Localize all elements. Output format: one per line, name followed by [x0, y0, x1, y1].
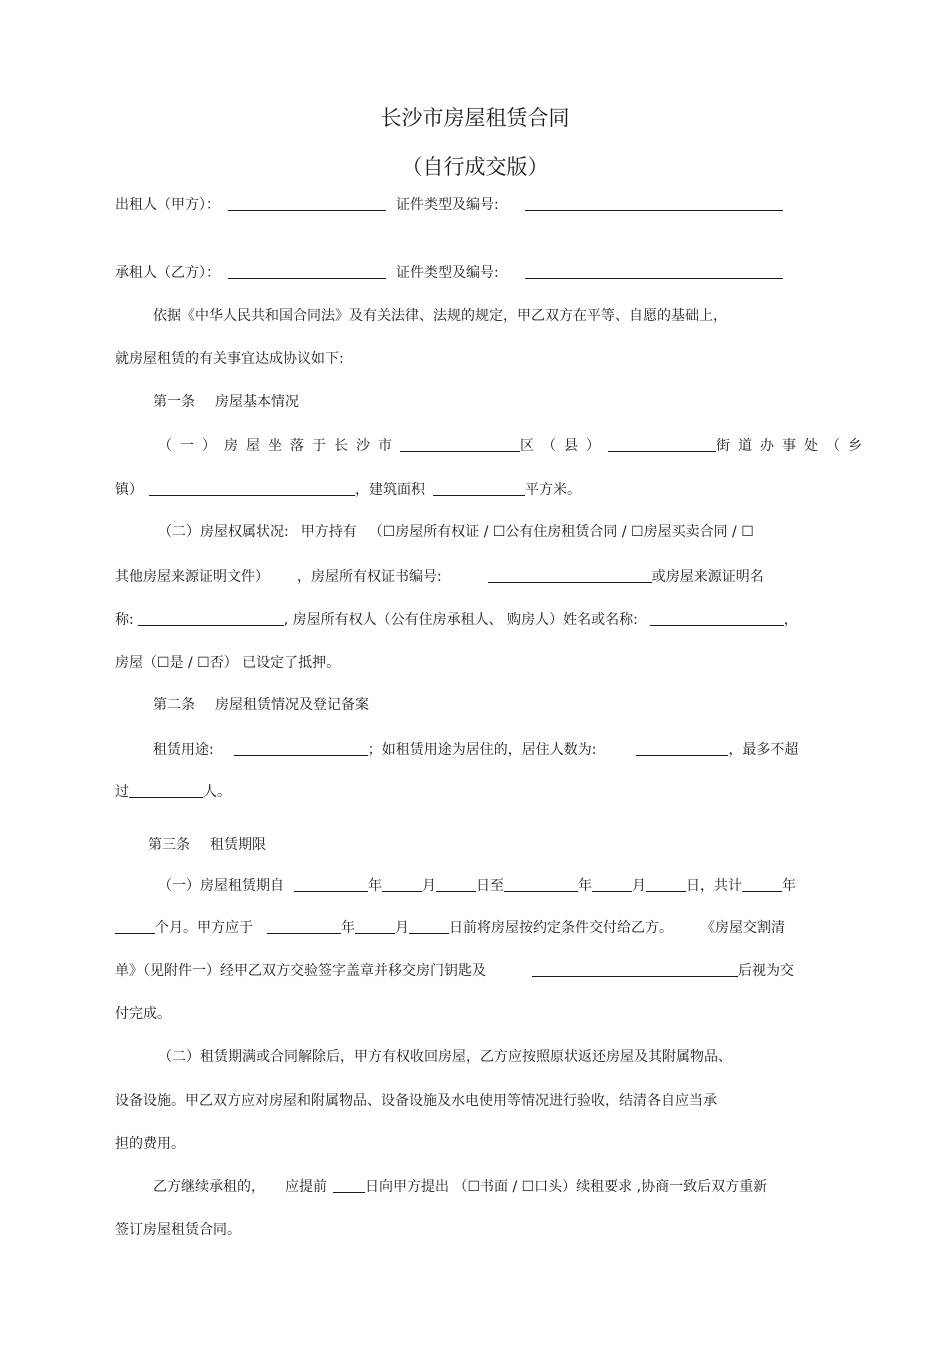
handover-desc: 单》（见附件一）经甲乙双方交验签字盖章并移交房门钥匙及 [115, 963, 486, 979]
end-year-field[interactable] [504, 876, 578, 892]
to-label: 日至 [476, 878, 504, 894]
year-label: 年 [578, 878, 592, 894]
total-months-field[interactable] [115, 918, 155, 934]
max-occupants-field[interactable] [129, 782, 203, 798]
mortgage-line[interactable]: 房屋（☐是 / ☐否） 已设定了抵押。 [115, 655, 341, 671]
lessor-id-label: 证件类型及编号: [396, 197, 499, 213]
street-field[interactable] [608, 436, 716, 452]
advance-days-field[interactable] [333, 1177, 365, 1193]
area-label: ，建筑面积 [355, 482, 425, 498]
certificate-number-label: ，房屋所有权证书编号: [297, 569, 442, 585]
article-3-p2-line-1: （二）租赁期满或合同解除后，甲方有权收回房屋，乙方应按照原状返还房屋及其附属物品、 [158, 1049, 732, 1065]
year-label: 年 [782, 878, 796, 894]
document-subtitle: （自行成交版） [401, 155, 549, 179]
deliver-day-field[interactable] [409, 918, 449, 934]
month-label: 月 [422, 878, 436, 894]
article-3-number: 第三条 [148, 837, 190, 853]
article-1-p2-line-3 [115, 610, 798, 630]
lessee-id-label: 证件类型及编号: [396, 265, 499, 281]
article-1-p2-line-2 [115, 567, 764, 587]
document-title: 长沙市房屋租赁合同 [380, 106, 570, 130]
owner-name-label: , 房屋所有权人（公有住房承租人、 购房人）姓名或名称: [283, 612, 638, 628]
article-2-number: 第二条 [153, 697, 195, 713]
certificate-number-field[interactable] [488, 567, 652, 583]
intro-line-1: 依据《中华人民共和国合同法》及有关法律、法规的规定，甲乙双方在平等、自愿的基础上， [153, 308, 727, 324]
occupants-label: ；如租赁用途为居住的，居住人数为: [367, 742, 597, 758]
owner-name-end: ， [783, 612, 798, 628]
total-label: 日，共计 [686, 878, 742, 894]
article-3-title: 租赁期限 [210, 837, 266, 853]
lessee-line [115, 263, 783, 283]
occupants-field[interactable] [636, 740, 728, 756]
article-3-p2-line-2: 设备设施。甲乙双方应对房屋和附属物品、设备设施及水电使用等情况进行验收，结清各自应当承 [115, 1093, 717, 1109]
lessee-name-field[interactable] [228, 263, 386, 279]
lessor-line [115, 195, 783, 215]
start-month-field[interactable] [382, 876, 422, 892]
source-name-label: 称: [115, 612, 134, 628]
lessor-label: 出租人（甲方）： [115, 197, 220, 213]
ownership-label: （二）房屋权属状况: [158, 524, 289, 540]
town-field[interactable] [149, 480, 355, 496]
street-label: 街道办事处（乡 [716, 438, 870, 454]
handover-items-field[interactable] [532, 961, 738, 977]
deliver-label: 日前将房屋按约定条件交付给乙方。 [449, 920, 673, 936]
renewal-label: 乙方继续承租的， [153, 1179, 265, 1195]
lease-term-label: （一）房屋租赁期自 [158, 878, 284, 894]
usage-label: 租赁用途: [153, 742, 214, 758]
owner-name-field[interactable] [650, 610, 784, 626]
article-2-title: 房屋租赁情况及登记备案 [215, 697, 369, 713]
article-3-p3-line-2: 签订房屋租赁合同。 [115, 1222, 241, 1238]
persons-unit: 人。 [203, 784, 231, 800]
year-label: 年 [368, 878, 382, 894]
party-a-holds: 甲方持有 [300, 524, 357, 540]
max-occupants-label: ，最多不超 [728, 742, 799, 758]
advance-label: 应提前 [285, 1179, 327, 1195]
area-field[interactable] [433, 480, 525, 496]
article-1-number: 第一条 [153, 394, 195, 410]
article-3-p1-line-3 [115, 961, 794, 981]
usage-field[interactable] [234, 740, 368, 756]
article-1-heading [153, 392, 299, 412]
location-label: （一）房屋坐落于长沙市 [158, 438, 400, 454]
lessee-label: 承租人（乙方）： [115, 265, 220, 281]
town-label: 镇） [115, 482, 143, 498]
district-label: 区（县） [520, 438, 608, 454]
handover-list-label: 《房屋交割清 [701, 920, 785, 936]
total-years-field[interactable] [742, 876, 782, 892]
deliver-year-field[interactable] [267, 918, 341, 934]
lessee-id-field[interactable] [525, 263, 783, 279]
area-unit: 平方米。 [525, 482, 581, 498]
article-3-p3-line-1 [153, 1177, 767, 1197]
lessor-id-field[interactable] [525, 195, 783, 211]
end-day-field[interactable] [646, 876, 686, 892]
month-label: 月 [395, 920, 409, 936]
lessor-name-field[interactable] [228, 195, 386, 211]
renewal-options[interactable]: 日向甲方提出 （☐书面 / ☐口头）续租要求 ,协商一致后双方重新 [365, 1179, 768, 1195]
source-name-field[interactable] [138, 610, 284, 626]
intro-line-2: 就房屋租赁的有关事宜达成协议如下: [115, 351, 344, 367]
months-label: 个月。甲方应于 [155, 920, 253, 936]
source-proof-label: 或房屋来源证明名 [651, 569, 764, 585]
article-2-heading [153, 695, 369, 715]
article-3-p1-line-2 [115, 918, 785, 938]
month-label: 月 [632, 878, 646, 894]
deliver-month-field[interactable] [355, 918, 395, 934]
article-3-p1-line-1 [158, 876, 796, 896]
article-3-p2-line-3: 担的费用。 [115, 1136, 185, 1152]
year-label: 年 [341, 920, 355, 936]
start-day-field[interactable] [436, 876, 476, 892]
article-1-p2-line-1 [158, 522, 754, 542]
article-3-p1-line-4: 付完成。 [115, 1006, 171, 1022]
article-1-p1-line-2 [115, 480, 581, 500]
article-1-title: 房屋基本情况 [215, 394, 299, 410]
end-month-field[interactable] [592, 876, 632, 892]
start-year-field[interactable] [294, 876, 368, 892]
article-1-p1-line-1 [158, 436, 870, 456]
article-2-p1-line-2 [115, 782, 231, 802]
ownership-options[interactable]: （☐房屋所有权证 / ☐公有住房租赁合同 / ☐房屋买卖合同 / ☐ [368, 524, 754, 540]
district-field[interactable] [400, 436, 520, 452]
handover-after-label: 后视为交 [738, 963, 794, 979]
article-3-heading [148, 835, 266, 855]
article-2-p1-line-1 [153, 740, 798, 760]
other-docs-label: 其他房屋来源证明文件） [115, 569, 269, 585]
max-prefix: 过 [115, 784, 129, 800]
